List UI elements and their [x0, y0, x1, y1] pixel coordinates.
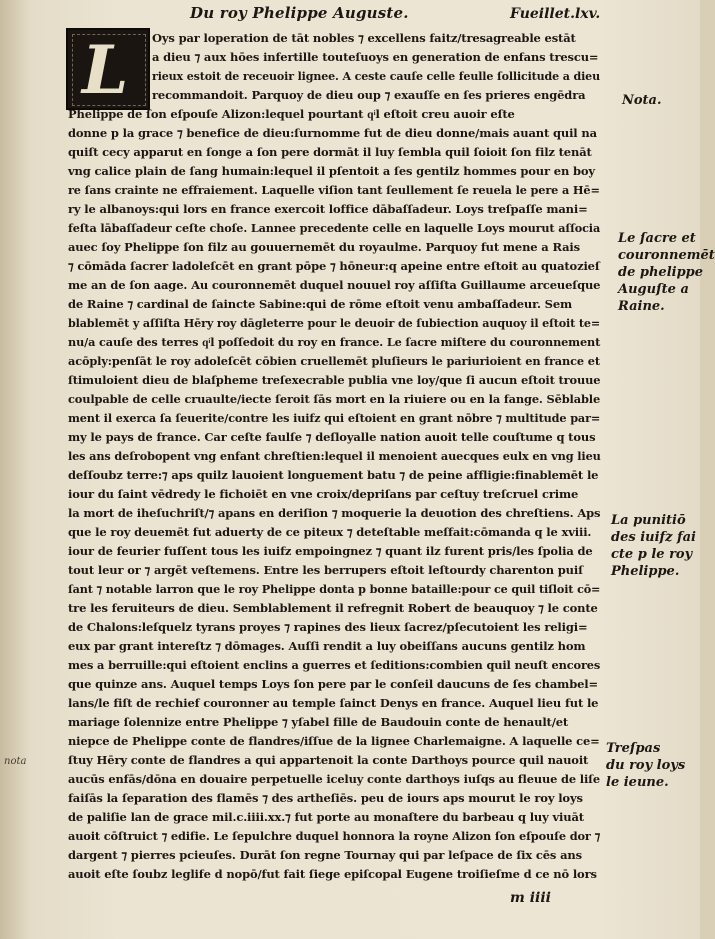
margin-note-line: La punitiō	[611, 513, 686, 528]
text-line: recommandoit. Parquoy de dieu oup ⁊ exauſſe en ſes prieres engēdra	[152, 88, 586, 102]
text-line: les ans deſrobopent vng enfant chreſtien:lequel il menoient auecques eulx en vng lieu	[68, 449, 601, 463]
text-line: lans/le fiſt de rechief couronner au temple ſainct Denys en france. Auquel lieu fut le	[68, 696, 599, 710]
text-line: ſtuy Hēry conte de flandres a qui appartenoit la conte Darthoys pource quil nauoit	[68, 753, 589, 767]
margin-note-line: cte p le roy	[611, 547, 693, 562]
folio-number: Fueillet.lxv.	[510, 6, 601, 22]
margin-note-line: des iuifz fai	[611, 530, 696, 545]
margin-note-line: du roy loys	[606, 758, 686, 773]
margin-note-line: Auguſte a	[618, 282, 689, 297]
text-line: dargent ⁊ pierres pcieuſes. Durāt ſon regne Tournay qui par leſpace de ſix cēs ans	[68, 848, 582, 862]
left-margin-note: nota	[4, 756, 27, 767]
text-line: eux par grant intereſtz ⁊ dōmages. Auſſi rendit a luy obeiſſans aucuns gentilz hom	[68, 639, 586, 653]
text-line: tre les feruiteurs de dieu. Semblablement il refregnit Robert de beauquoy ⁊ le conte	[68, 601, 598, 615]
text-line: my le pays de france. Car ceſte faulſe ⁊ deſloyalle nation auoit telle couſtume q tous	[68, 430, 596, 444]
text-line: Oys par loperation de tāt nobles ⁊ excellens faitz/tresagreable estāt	[152, 31, 576, 45]
text-line: auoit cōſtruict ⁊ edifie. Le ſepulchre duquel honnora la royne Alizon ſon eſpouſe dor ⁊	[68, 829, 601, 843]
text-line: Phelippe de ſon eſpouſe Alizon:lequel pourtant qͥl eſtoit creu auoir eſte	[68, 107, 515, 121]
text-line: auoit eſte ſoubz leglife d nopō/fut fait ſiege epiſcopal Eugene troiſieſme d ce nō lors	[68, 867, 597, 881]
text-line: donne p la grace ⁊ benefice de dieu:ſurnomme fut de dieu donne/mais auant quil na	[68, 126, 597, 140]
text-line: rieux estoit de receuoir lignee. A ceste cauſe celle feulle ſollicitude a dieu	[152, 69, 600, 83]
text-line: auec ſoy Phelippe ſon filz au gouuernemēt du royaulme. Parquoy fut mene a Rais	[68, 240, 580, 254]
text-line: mariage ſolennize entre Phelippe ⁊ yſabel fille de Baudouin conte de henault/et	[68, 715, 569, 729]
text-line: tout leur or ⁊ argēt veſtemens. Entre les berrupers eſtoit leſtourdy charenton puiſ	[68, 563, 583, 577]
text-line: aucūs enfās/dōna en douaire perpetuelle iceluy conte darthoys iuſqs au fleuue de liſe	[68, 772, 601, 786]
text-line: me an de ſon aage. Au couronnemēt duquel nouuel roy aſſiſta Guillaume arceueſque	[68, 278, 601, 292]
margin-note-line: Raine.	[618, 299, 665, 314]
text-line: ment il exerca ſa ſeuerite/contre les iuifz qui eſtoient en grant nōbre ⁊ multitude par=	[68, 411, 601, 425]
text-line: coulpable de celle cruaulte/iecte ſeroit ſās mort en la riuiere ou en la fange. Sēblable	[68, 392, 601, 406]
text-line: a dieu ⁊ aux hōes infertille touteſuoys en generation de enfans trescu=	[152, 50, 599, 64]
text-line: de paliſie lan de grace mil.c.iiii.xx.⁊ fut porte au monaſtere du barbeau q luy viuāt	[68, 810, 584, 824]
text-line: niepce de Phelippe conte de flandres/iſſue de la lignee Charlemaigne. A laquelle ce=	[68, 734, 600, 748]
text-line: de Raine ⁊ cardinal de ſaincte Sabine:qui de rōme eſtoit venu ambaſſadeur. Sem	[68, 297, 573, 311]
initial-letter: L	[82, 31, 129, 109]
margin-note-nota: Nota.	[622, 93, 662, 108]
text-line: acōply:penſāt le roy adoleſcēt cōbien cruellemēt pluſieurs le pariurioient en france et	[68, 354, 600, 368]
margin-note-trespas	[606, 740, 685, 791]
text-line: que quinze ans. Auquel temps Loys ſon pere par le conſeil daucuns de ſes chambel=	[68, 677, 598, 691]
margin-note-line: Le ſacre et	[618, 231, 696, 246]
text-line: iour du ſaint vēdredy le fichoiēt en vne croix/depriſans par ceſtuy treſcruel crime	[68, 487, 579, 501]
text-line: feſta lābaſſadeur ceſte choſe. Lannee precedente celle en laquelle Loys mourut aſſocia	[68, 221, 601, 235]
text-line: nu/a cauſe des terres qͥl poſſedoit du roy en france. Le ſacre miſtere du couronnement	[68, 335, 601, 349]
margin-note-line: Treſpas	[606, 741, 661, 756]
text-line: ⁊ cōmāda ſacrer ladoleſcēt en grant pōpe ⁊ hōneur:q apeine entre eſtoit au quatozieſ	[68, 259, 600, 273]
text-line: iour de feurier fuſſent tous les iuifz empoingnez ⁊ quant ilz furent pris/les ſpolia de	[68, 544, 593, 558]
text-line: deſſoubz terre:⁊ aps quilz lauoient longuement batu ⁊ de peine affligie:finablemēt le	[68, 468, 599, 482]
signature-mark: m iiii	[510, 890, 551, 906]
text-line: la mort de iheſuchriſt/⁊ apans en deriſion ⁊ moquerie la deuotion des chreſtiens. Aps	[68, 506, 601, 520]
text-line: ſtimuloient dieu de blaſpheme treſexecrable publia vne loy/que ſi aucun eſtoit trouue	[68, 373, 601, 387]
text-line: quiſt cecy apparut en ſonge a ſon pere dormāt il luy ſembla quil ſoioit ſon filz tenāt	[68, 145, 592, 159]
text-line: re ſans crainte ne effraiement. Laquelle viſion tant ſeullement ſe reuela le pere a Hē=	[68, 183, 600, 197]
margin-note-sacre	[618, 230, 715, 315]
margin-note-line: de phelippe	[618, 265, 704, 280]
text-line: de Chalons:leſquelz tyrans proyes ⁊ rapines des lieux ſacrez/pſecutoient les religi=	[68, 620, 588, 634]
text-line: ry le albanoys:qui lors en france exercoit loffice dābaſſadeur. Loys treſpaſſe mani=	[68, 202, 588, 216]
text-line: que le roy deuemēt fut aduerty de ce piteux ⁊ deteſtable meſfait:cōmanda q le xviii.	[68, 525, 592, 539]
margin-note-line: le ieune.	[606, 775, 669, 790]
text-line: vng calice plain de ſang humain:lequel il pſentoit a ſes gentilz hommes pour en boy	[68, 164, 595, 178]
text-line: mes a berruille:qui eſtoient enclins a guerres et ſeditions:combien quil neuſt encores	[68, 658, 601, 672]
text-line: blablemēt y aſſiſta Hēry roy dāgleterre pour le deuoir de ſubiection auquoy il eſtoit te=	[68, 316, 601, 330]
margin-note-line: Phelippe.	[611, 564, 680, 579]
text-line: ſant ⁊ notable larron que le roy Phelippe donta p bonne bataille:pour ce quil tiſloit cō=	[68, 582, 601, 596]
margin-note-punition	[611, 512, 696, 580]
text-line: faiſās la ſeparation des flamēs ⁊ des artheſiēs. peu de iours aps mourut le roy loys	[68, 791, 583, 805]
running-title: Du roy Phelippe Auguste.	[190, 4, 409, 22]
margin-note-line: couronnemēt	[618, 248, 715, 263]
